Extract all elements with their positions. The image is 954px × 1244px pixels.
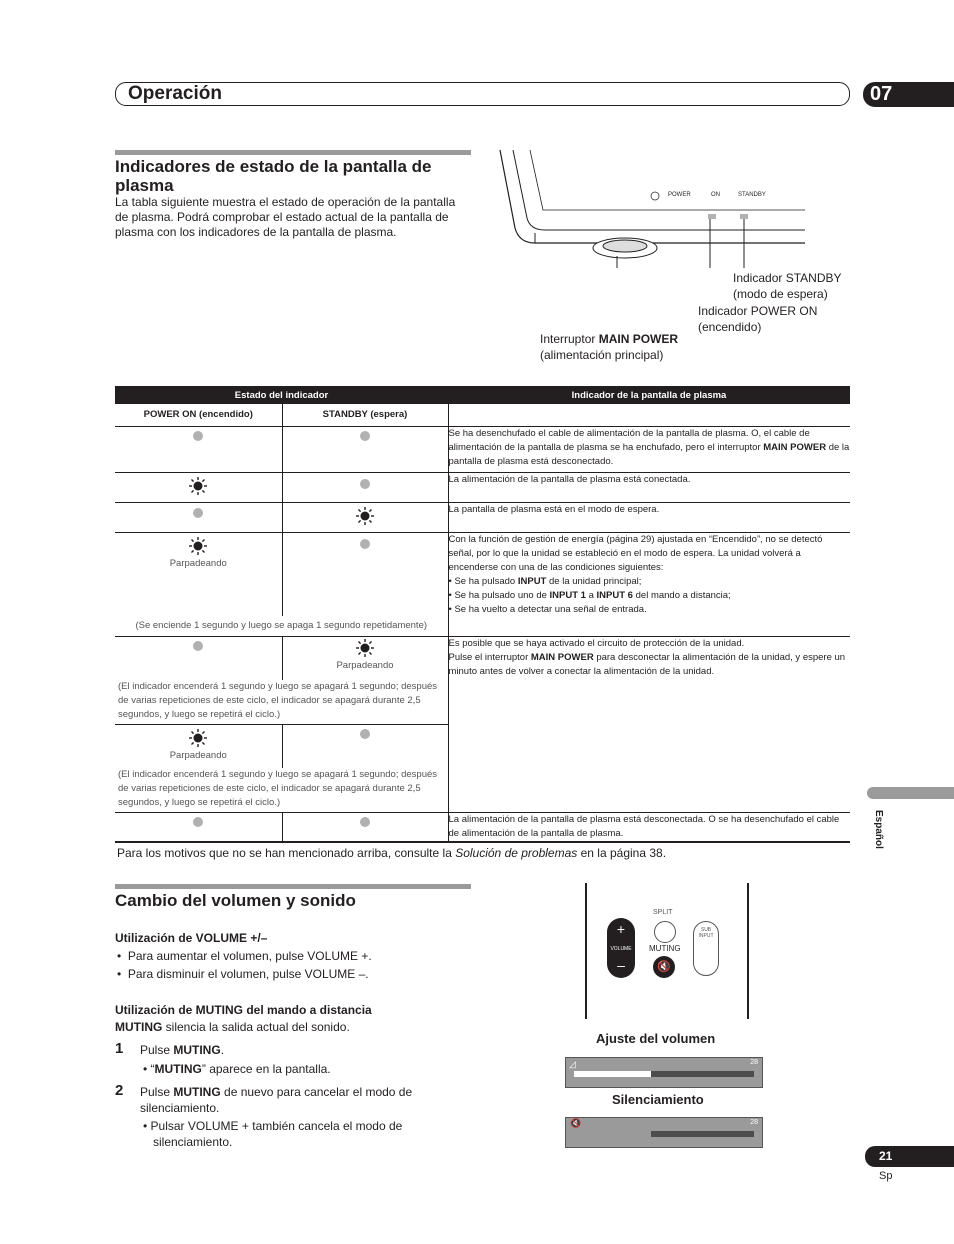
panel-power-label: POWER [668,192,691,198]
table-row [115,426,850,472]
col-header-poweron: POWER ON (encendido) [115,404,282,426]
row5-desc: Es posible que se haya activado el circuito de protección de la unidad. Pulse el interruptor MAIN POWER para desconectar la alimentación de la unidad, y espere un minuto antes de volver a conectar la alimentación de la unidad. [448,637,846,677]
split-button [654,921,676,943]
step1-text: Pulse MUTING. [140,1043,225,1057]
header-frame [115,82,850,106]
osd-mute-display [565,1117,763,1148]
row5-note: (El indicador encenderá 1 segundo y luego se apagará 1 segundo; después de varias repeticiones de este ciclo, el indicador se apagará durante 2,5 segundos, y luego se repetirá el ciclo.) [115,680,448,724]
chapter-number: 07 [863,82,954,107]
section-bar [115,150,471,155]
step2-sub: • Pulsar VOLUME + también cancela el modo de silenciamiento. [143,1119,403,1149]
led-off-icon [360,431,370,441]
mute-icon: 🔇 [653,956,675,978]
osd-volume-display [565,1057,763,1088]
led-off-icon [360,729,370,739]
language-code: Sp [879,1170,893,1182]
led-on-icon [356,507,374,525]
step1-sub: • “MUTING” aparece en la pantalla. [143,1062,331,1076]
section2-title: Cambio del volumen y sonido [115,891,356,910]
volume-fill [574,1131,651,1137]
row7-desc: La alimentación de la pantalla de plasma está desconectada. O se ha desenchufado el cable de alimentación de la pantalla de plasma. [448,813,840,839]
osd-volume-title: Ajuste del volumen [596,1031,716,1046]
sub-input-button: SUB INPUT [693,921,719,976]
muting-desc: MUTING silencia la salida actual del sonido. [115,1020,350,1034]
step2-text: Pulse MUTING de nuevo para cancelar el modo de silenciamiento. [140,1085,413,1115]
page-title: Operación [128,83,222,104]
table-head-left: Estado del indicador [115,386,448,404]
mainpower-callout: Interruptor MAIN POWER (alimentación principal) [540,332,679,362]
table-row [115,532,850,616]
panel-on-label: ON [711,192,720,198]
blink-label: Parpadeando [169,557,227,569]
table-footnote: Para los motivos que no se han mencionado arriba, consulte la Solución de problemas en la página 38. [117,846,667,860]
section1-title: Indicadores de estado de la pantalla de plasma [115,157,432,195]
mute-icon: 🔇 [570,1118,582,1128]
table-row [115,472,850,502]
standby-callout: Indicador STANDBY (modo de espera) [733,271,842,301]
muting-label: MUTING [649,944,681,953]
led-off-icon [360,479,370,489]
led-off-icon [193,817,203,827]
row3-desc: La pantalla de plasma está en el modo de espera. [448,503,660,515]
volume-heading: Utilización de VOLUME +/– [115,931,268,945]
page-number: 21 [865,1146,954,1167]
led-blink-icon [189,729,207,747]
speaker-icon: ◿ [569,1059,576,1069]
step-number: 2 [115,1082,124,1099]
table-head-right: Indicador de la pantalla de plasma [448,386,850,404]
led-off-icon [193,431,203,441]
split-label: SPLIT [653,909,673,916]
col-header-standby: STANDBY (espera) [282,404,448,426]
led-off-icon [360,539,370,549]
osd-mute-value: 28 [750,1119,758,1126]
table-row [115,812,850,842]
led-on-icon [189,477,207,495]
panel-standby-label: STANDBY [738,192,766,198]
row6-note: (El indicador encenderá 1 segundo y luego se apagará 1 segundo; después de varias repeticiones de este ciclo, el indicador se apagará durante 2,5 segundos, y luego se repetirá el ciclo.) [115,768,448,812]
volume-track [574,1131,754,1137]
row2-desc: La alimentación de la pantalla de plasma está conectada. [448,473,691,485]
led-blink-icon [189,537,207,555]
led-off-icon [193,641,203,651]
indicator-table [115,386,850,843]
language-label: Español [873,810,884,849]
muting-heading: Utilización de MUTING del mando a distancia [115,1003,372,1017]
led-off-icon [193,508,203,518]
poweron-callout: Indicador POWER ON (encendido) [698,304,818,334]
remote-illustration [585,883,749,1019]
row1-desc: Se ha desenchufado el cable de alimentación de la pantalla de plasma. O, el cable de alimentación de la pantalla de plasma se ha enchufado, pero el interruptor MAIN POWER de la pantalla de plasma está desconectado. [448,427,850,467]
led-off-icon [360,817,370,827]
volume-fill [574,1071,651,1077]
row4-note: (Se enciende 1 segundo y luego se apaga 1 segundo repetidamente) [115,616,448,636]
table-row [115,636,850,680]
blink-label: Parpadeando [336,659,394,671]
language-tab [867,787,954,799]
osd-volume-value: 28 [750,1059,758,1066]
table-row [115,502,850,532]
section-bar [115,884,471,889]
step-number: 1 [115,1040,124,1057]
panel-diagram [495,148,815,268]
volume-bullets: • Para aumentar el volumen, pulse VOLUME +. • Para disminuir el volumen, pulse VOLUME –. [117,949,372,981]
row4-desc: Con la función de gestión de energía (página 29) ajustada en “Encendido”, no se detectó señal, por lo que la unidad se estableció en el modo de espera. La unidad volverá a encenderse con una de las condiciones siguientes: • Se ha pulsado INPUT de la unidad principal; • Se ha pulsado uno de INPUT 1 a INPUT 6 del mando a distancia; • Se ha vuelto a detectar una señal de entrada. [448,532,850,636]
section1-intro: La tabla siguiente muestra el estado de operación de la pantalla de plasma. Podrá comprobar el estado actual de la pantalla de plasma con los indicadores de la pantalla de plasma. [115,195,456,239]
volume-rocker: + VOLUME – [607,918,635,978]
blink-label: Parpadeando [169,749,227,761]
led-blink-icon [356,639,374,657]
volume-track [574,1071,754,1077]
osd-mute-title: Silenciamiento [612,1092,704,1107]
